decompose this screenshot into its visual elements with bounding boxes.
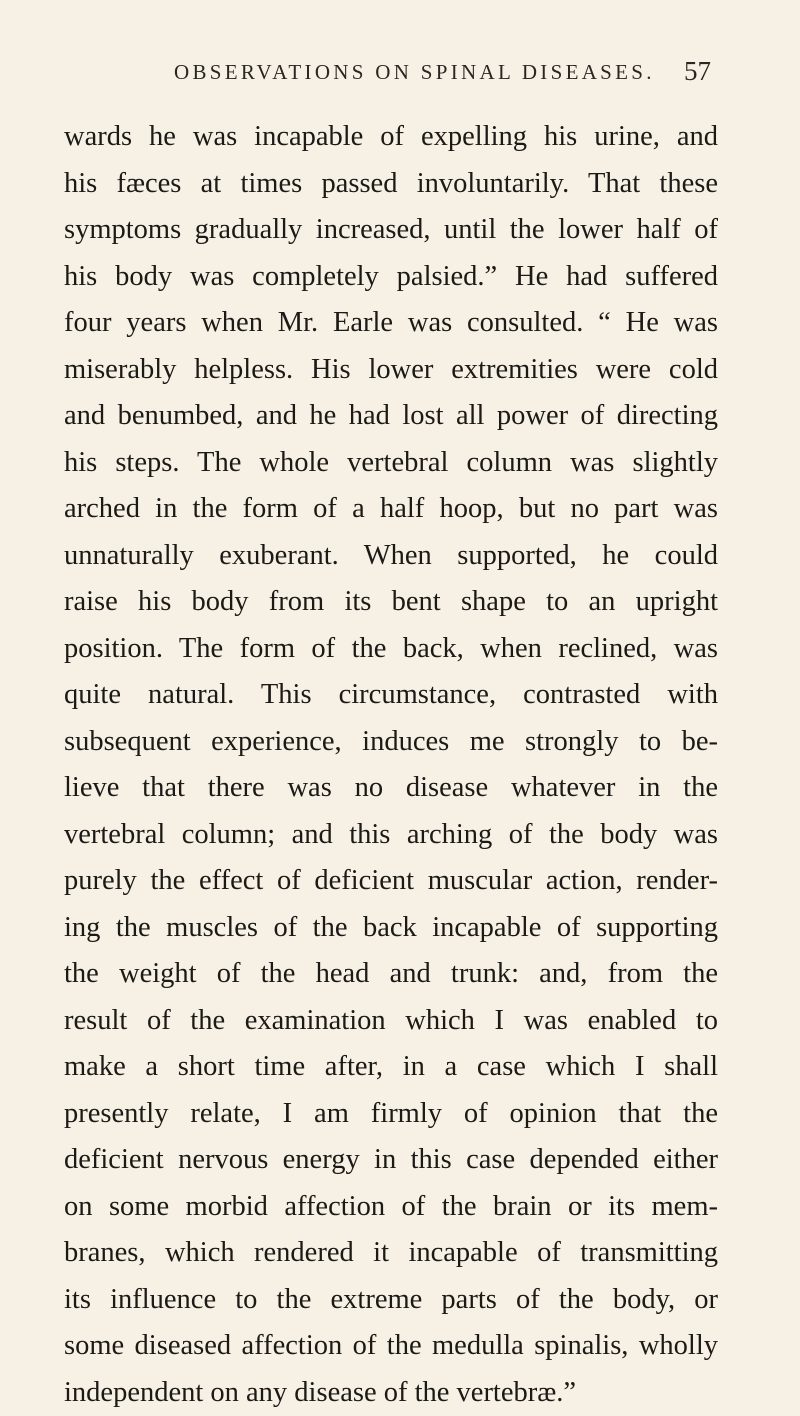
text-line: four years when Mr. Earle was consulted. “ He was	[64, 300, 718, 347]
running-title: OBSERVATIONS ON SPINAL DISEASES.	[174, 60, 655, 85]
text-line: subsequent experience, induces me strongly to be-	[64, 719, 718, 766]
text-line: vertebral column; and this arching of the body was	[64, 812, 718, 859]
text-line: his body was completely palsied.” He had suffered	[64, 254, 718, 301]
text-line: make a short time after, in a case which I shall	[64, 1044, 718, 1091]
text-line: his steps. The whole vertebral column was slightly	[64, 440, 718, 487]
text-line: presently relate, I am firmly of opinion that the	[64, 1091, 718, 1138]
text-line: and benumbed, and he had lost all power of directing	[64, 393, 718, 440]
text-line: some diseased affection of the medulla spinalis, wholly	[64, 1323, 718, 1370]
text-line: lieve that there was no disease whatever in the	[64, 765, 718, 812]
text-line: ing the muscles of the back incapable of supporting	[64, 905, 718, 952]
text-line: deficient nervous energy in this case depended either	[64, 1137, 718, 1184]
text-line: the weight of the head and trunk: and, from the	[64, 951, 718, 998]
text-line: purely the effect of deficient muscular action, render-	[64, 858, 718, 905]
text-line: on some morbid affection of the brain or its mem-	[64, 1184, 718, 1231]
text-line: branes, which rendered it incapable of transmitting	[64, 1230, 718, 1277]
text-line: unnaturally exuberant. When supported, he could	[64, 533, 718, 580]
text-line: its influence to the extreme parts of the body, or	[64, 1277, 718, 1324]
text-line: wards he was incapable of expelling his urine, and	[64, 114, 718, 161]
text-line: result of the examination which I was enabled to	[64, 998, 718, 1045]
body-text	[64, 114, 718, 1416]
text-line: miserably helpless. His lower extremities were cold	[64, 347, 718, 394]
text-line: quite natural. This circumstance, contrasted with	[64, 672, 718, 719]
running-header	[0, 56, 800, 90]
text-line: independent on any disease of the vertebræ.”	[64, 1370, 718, 1416]
text-line: position. The form of the back, when reclined, was	[64, 626, 718, 673]
text-line: raise his body from its bent shape to an upright	[64, 579, 718, 626]
text-line: symptoms gradually increased, until the lower half of	[64, 207, 718, 254]
page-number: 57	[684, 56, 711, 87]
text-line: arched in the form of a half hoop, but no part was	[64, 486, 718, 533]
text-line: his fæces at times passed involuntarily. That these	[64, 161, 718, 208]
